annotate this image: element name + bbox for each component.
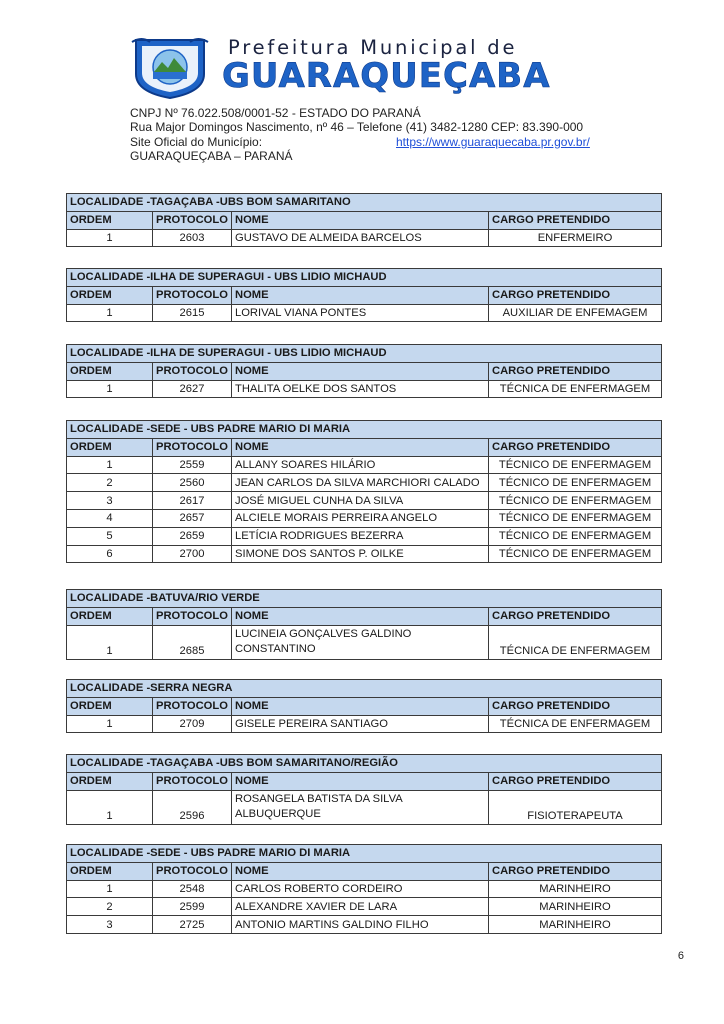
protocolo-cell: 2548 — [153, 880, 232, 898]
protocolo-cell: 2615 — [153, 304, 232, 322]
nome-line: ROSANGELA BATISTA DA SILVA — [235, 793, 403, 806]
protocolo-cell: 2659 — [153, 527, 232, 545]
cargo-cell: MARINHEIRO — [489, 898, 662, 916]
column-header-cargo: CARGO PRETENDIDO — [489, 772, 662, 790]
ordem-cell: 3 — [67, 916, 153, 934]
nome-line: ALBUQUERQUE — [235, 808, 321, 821]
nome-cell: ALCIELE MORAIS PERREIRA ANGELO — [232, 509, 489, 527]
localidade-heading: LOCALIDADE -BATUVA/RIO VERDE — [67, 590, 662, 608]
cargo-cell: MARINHEIRO — [489, 880, 662, 898]
city-line: GUARAQUEÇABA – PARANÁ — [130, 148, 293, 163]
column-header-cargo: CARGO PRETENDIDO — [489, 211, 662, 229]
table-row — [67, 545, 662, 563]
localidade-heading: LOCALIDADE -ILHA DE SUPERAGUI - UBS LIDIO MICHAUD — [67, 345, 662, 363]
address-line: Rua Major Domingos Nascimento, nº 46 – Telefone (41) 3482-1280 CEP: 83.390-000 — [130, 120, 584, 135]
nome-cell: ALLANY SOARES HILÁRIO — [232, 456, 489, 474]
localidade-heading: LOCALIDADE -SEDE - UBS PADRE MARIO DI MARIA — [67, 421, 662, 439]
candidates-table — [66, 268, 662, 322]
table-row — [67, 898, 662, 916]
column-header-protocolo: PROTOCOLO — [153, 772, 232, 790]
cargo-cell: AUXILIAR DE ENFEMAGEM — [489, 304, 662, 322]
nome-cell: GISELE PEREIRA SANTIAGO — [232, 715, 489, 733]
protocolo-cell: 2560 — [153, 474, 232, 492]
column-header-protocolo: PROTOCOLO — [153, 438, 232, 456]
cargo-cell: TÉCNICO DE ENFERMAGEM — [489, 527, 662, 545]
ordem-cell: 1 — [67, 456, 153, 474]
table-row — [67, 509, 662, 527]
column-header-ordem: ORDEM — [67, 438, 153, 456]
cargo-cell: TÉCNICO DE ENFERMAGEM — [489, 545, 662, 563]
protocolo-cell: 2617 — [153, 492, 232, 510]
column-header-nome: NOME — [232, 211, 489, 229]
protocolo-cell: 2709 — [153, 715, 232, 733]
table-row — [67, 880, 662, 898]
candidates-table — [66, 844, 662, 934]
ordem-cell: 2 — [67, 474, 153, 492]
candidates-table — [66, 589, 662, 660]
table-row — [67, 790, 662, 824]
column-header-protocolo: PROTOCOLO — [153, 211, 232, 229]
cargo-cell: TÉCNICO DE ENFERMAGEM — [489, 474, 662, 492]
nome-cell: LORIVAL VIANA PONTES — [232, 304, 489, 322]
ordem-cell: 1 — [67, 880, 153, 898]
column-header-ordem: ORDEM — [67, 286, 153, 304]
column-header-protocolo: PROTOCOLO — [153, 362, 232, 380]
ordem-cell: 1 — [67, 790, 153, 824]
column-header-cargo: CARGO PRETENDIDO — [489, 286, 662, 304]
cargo-cell: TÉCNICA DE ENFERMAGEM — [489, 380, 662, 398]
column-header-nome: NOME — [232, 362, 489, 380]
localidade-heading: LOCALIDADE -SERRA NEGRA — [67, 680, 662, 698]
ordem-cell: 2 — [67, 898, 153, 916]
column-header-ordem: ORDEM — [67, 607, 153, 625]
protocolo-cell: 2627 — [153, 380, 232, 398]
protocolo-cell: 2700 — [153, 545, 232, 563]
nome-cell: ALEXANDRE XAVIER DE LARA — [232, 898, 489, 916]
ordem-cell: 5 — [67, 527, 153, 545]
nome-cell: CARLOS ROBERTO CORDEIRO — [232, 880, 489, 898]
protocolo-cell: 2657 — [153, 509, 232, 527]
column-header-protocolo: PROTOCOLO — [153, 286, 232, 304]
ordem-cell: 1 — [67, 229, 153, 247]
cargo-cell: TÉCNICA DE ENFERMAGEM — [489, 715, 662, 733]
cargo-cell: TÉCNICO DE ENFERMAGEM — [489, 492, 662, 510]
nome-cell: GUSTAVO DE ALMEIDA BARCELOS — [232, 229, 489, 247]
column-header-ordem: ORDEM — [67, 772, 153, 790]
column-header-ordem: ORDEM — [67, 862, 153, 880]
nome-cell: ANTONIO MARTINS GALDINO FILHO — [232, 916, 489, 934]
protocolo-cell: 2685 — [153, 625, 232, 659]
ordem-cell: 1 — [67, 380, 153, 398]
site-label: Site Oficial do Município: — [130, 134, 263, 149]
site-line — [130, 135, 590, 149]
cargo-cell: MARINHEIRO — [489, 916, 662, 934]
protocolo-cell: 2725 — [153, 916, 232, 934]
column-header-protocolo: PROTOCOLO — [153, 697, 232, 715]
cargo-cell: FISIOTERAPEUTA — [489, 790, 662, 824]
nome-cell — [232, 790, 489, 824]
municipal-crest-icon — [130, 34, 210, 100]
cnpj-line: CNPJ Nº 76.022.508/0001-52 - ESTADO DO PARANÁ — [130, 106, 421, 120]
candidates-table — [66, 679, 662, 733]
column-header-cargo: CARGO PRETENDIDO — [489, 362, 662, 380]
localidade-heading: LOCALIDADE -ILHA DE SUPERAGUI - UBS LIDIO MICHAUD — [67, 269, 662, 287]
column-header-cargo: CARGO PRETENDIDO — [489, 862, 662, 880]
protocolo-cell: 2559 — [153, 456, 232, 474]
column-header-nome: NOME — [232, 286, 489, 304]
column-header-nome: NOME — [232, 607, 489, 625]
ordem-cell: 1 — [67, 715, 153, 733]
candidates-table — [66, 193, 662, 247]
letterhead-info — [130, 106, 590, 163]
candidates-table — [66, 420, 662, 563]
table-row — [67, 715, 662, 733]
column-header-nome: NOME — [232, 697, 489, 715]
column-header-nome: NOME — [232, 772, 489, 790]
nome-cell: THALITA OELKE DOS SANTOS — [232, 380, 489, 398]
table-row — [67, 492, 662, 510]
nome-cell: JOSÉ MIGUEL CUNHA DA SILVA — [232, 492, 489, 510]
column-header-nome: NOME — [232, 438, 489, 456]
table-row — [67, 456, 662, 474]
column-header-protocolo: PROTOCOLO — [153, 862, 232, 880]
cargo-cell: TÉCNICO DE ENFERMAGEM — [489, 456, 662, 474]
column-header-ordem: ORDEM — [67, 697, 153, 715]
page-number: 6 — [677, 950, 684, 962]
localidade-heading: LOCALIDADE -TAGAÇABA -UBS BOM SAMARITANO/REGIÃO — [67, 755, 662, 773]
site-link[interactable]: https://www.guaraquecaba.pr.gov.br/ — [396, 134, 590, 149]
nome-cell: LETÍCIA RODRIGUES BEZERRA — [232, 527, 489, 545]
column-header-ordem: ORDEM — [67, 211, 153, 229]
ordem-cell: 1 — [67, 304, 153, 322]
nome-line: LUCINEIA GONÇALVES GALDINO — [235, 628, 412, 641]
column-header-protocolo: PROTOCOLO — [153, 607, 232, 625]
column-header-cargo: CARGO PRETENDIDO — [489, 607, 662, 625]
letterhead — [130, 30, 690, 110]
column-header-cargo: CARGO PRETENDIDO — [489, 697, 662, 715]
table-row — [67, 527, 662, 545]
column-header-nome: NOME — [232, 862, 489, 880]
protocolo-cell: 2596 — [153, 790, 232, 824]
nome-line: CONSTANTINO — [235, 643, 316, 656]
protocolo-cell: 2603 — [153, 229, 232, 247]
table-row — [67, 380, 662, 398]
candidates-table — [66, 344, 662, 398]
cargo-cell: TÉCNICA DE ENFERMAGEM — [489, 625, 662, 659]
ordem-cell: 4 — [67, 509, 153, 527]
table-row — [67, 916, 662, 934]
localidade-heading: LOCALIDADE -TAGAÇABA -UBS BOM SAMARITANO — [67, 194, 662, 212]
localidade-heading: LOCALIDADE -SEDE - UBS PADRE MARIO DI MARIA — [67, 845, 662, 863]
table-row — [67, 304, 662, 322]
ordem-cell: 3 — [67, 492, 153, 510]
column-header-cargo: CARGO PRETENDIDO — [489, 438, 662, 456]
letterhead-title-line2: GUARAQUEÇABA — [222, 56, 551, 96]
cargo-cell: TÉCNICO DE ENFERMAGEM — [489, 509, 662, 527]
letterhead-title-line1: Prefeitura Municipal de — [228, 36, 518, 59]
ordem-cell: 6 — [67, 545, 153, 563]
column-header-ordem: ORDEM — [67, 362, 153, 380]
candidates-table — [66, 754, 662, 825]
nome-cell — [232, 625, 489, 659]
table-row — [67, 474, 662, 492]
ordem-cell: 1 — [67, 625, 153, 659]
nome-cell: JEAN CARLOS DA SILVA MARCHIORI CALADO — [232, 474, 489, 492]
protocolo-cell: 2599 — [153, 898, 232, 916]
cargo-cell: ENFERMEIRO — [489, 229, 662, 247]
table-row — [67, 625, 662, 659]
table-row — [67, 229, 662, 247]
nome-cell: SIMONE DOS SANTOS P. OILKE — [232, 545, 489, 563]
